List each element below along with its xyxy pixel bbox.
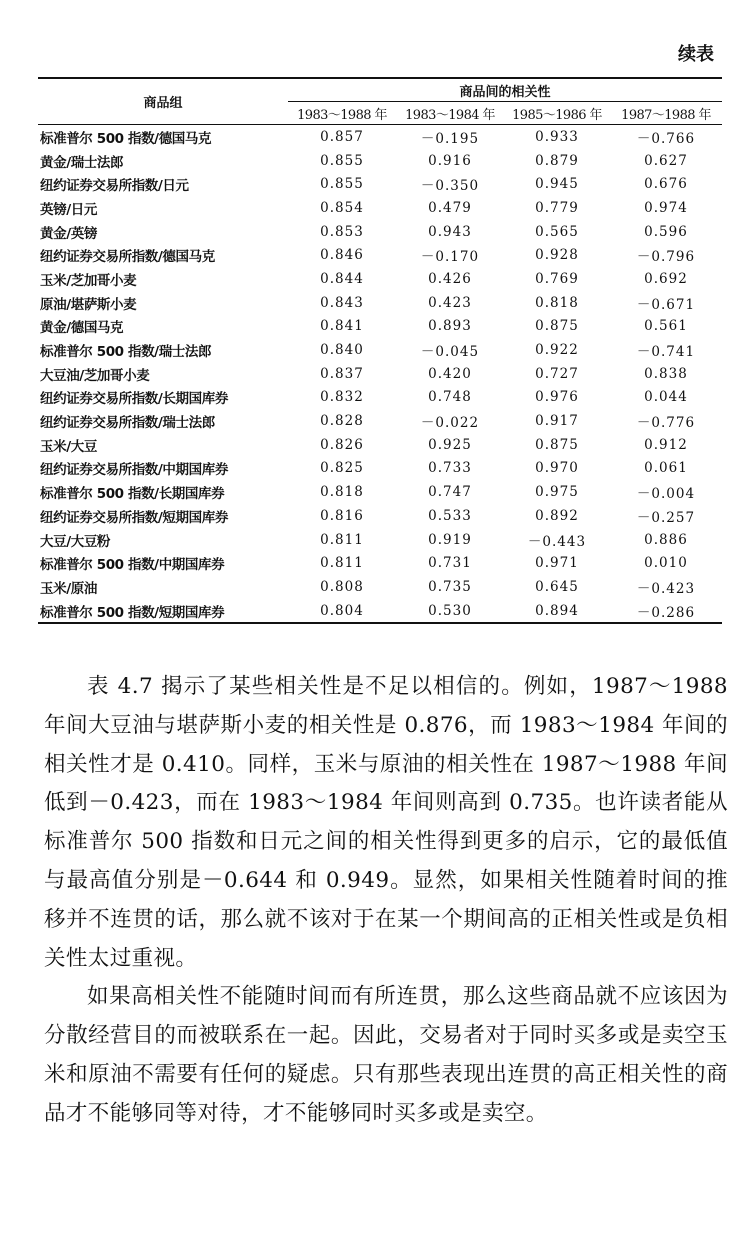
correlation-value-cell: 0.854 xyxy=(320,199,364,216)
commodity-pair-cell: 黄金/德国马克 xyxy=(40,320,124,337)
correlation-value-cell: 0.769 xyxy=(535,270,579,287)
table-row xyxy=(38,504,722,528)
correlation-value-cell: 0.933 xyxy=(535,128,579,145)
correlation-value-cell: 0.857 xyxy=(320,128,364,145)
year-header: 1987～1988 年 xyxy=(610,102,722,125)
correlation-value-cell: 0.479 xyxy=(428,199,472,216)
year-header: 1983～1984 年 xyxy=(396,102,504,125)
correlation-value-cell: －0.004 xyxy=(636,486,696,503)
table-row xyxy=(38,457,722,481)
commodity-pair-cell: 纽约证券交易所指数/长期国库券 xyxy=(40,391,228,408)
correlation-value-cell: 0.843 xyxy=(320,294,364,311)
table-row xyxy=(38,433,722,457)
table-row xyxy=(38,243,722,267)
correlation-value-cell: 0.565 xyxy=(535,223,579,240)
correlation-value-cell: －0.022 xyxy=(420,415,480,432)
correlation-value-cell: 0.676 xyxy=(644,176,688,193)
correlation-value-cell: －0.671 xyxy=(636,296,696,313)
correlation-value-cell: 0.828 xyxy=(320,413,364,430)
year-header: 1983～1988 年 xyxy=(288,102,396,125)
correlation-value-cell: 0.779 xyxy=(535,199,579,216)
correlation-value-cell: 0.919 xyxy=(428,531,472,548)
correlation-value-cell: 0.892 xyxy=(535,507,579,524)
correlation-value-cell: 0.925 xyxy=(428,436,472,453)
correlation-value-cell: 0.846 xyxy=(320,247,364,264)
table-row xyxy=(38,528,722,552)
correlation-value-cell: 0.916 xyxy=(428,152,472,169)
correlation-value-cell: 0.645 xyxy=(535,578,579,595)
correlation-value-cell: －0.350 xyxy=(420,178,480,195)
paragraph: 如果高相关性不能随时间而有所连贯，那么这些商品就不应该因为分散经营目的而被联系在一起。因此，交易者对于同时买多或是卖空玉米和原油不需要有任何的疑虑。只有那些表现出连贯的高正相关性的商品才不能够同等对待，才不能够同时买多或是卖空。 xyxy=(44,984,728,1126)
commodity-pair-cell: 标准普尔 500 指数/长期国库券 xyxy=(40,486,225,503)
correlation-table xyxy=(38,77,722,624)
correlation-value-cell: 0.826 xyxy=(320,436,364,453)
commodity-pair-cell: 标准普尔 500 指数/中期国库券 xyxy=(40,557,225,574)
correlation-value-cell: －0.423 xyxy=(636,580,696,597)
correlation-value-cell: 0.832 xyxy=(320,389,364,406)
correlation-value-cell: 0.811 xyxy=(320,531,364,548)
correlation-value-cell: 0.893 xyxy=(428,318,472,335)
correlation-value-cell: 0.917 xyxy=(535,413,579,430)
correlation-value-cell: －0.195 xyxy=(420,130,480,147)
correlation-value-cell: 0.061 xyxy=(644,460,688,477)
table-row xyxy=(38,575,722,599)
table-row xyxy=(38,551,722,575)
correlation-value-cell: 0.971 xyxy=(535,555,579,572)
correlation-value-cell: 0.733 xyxy=(428,460,472,477)
pair-column-header: 商品组 xyxy=(38,78,288,125)
correlation-value-cell: 0.945 xyxy=(535,176,579,193)
correlation-value-cell: 0.530 xyxy=(428,602,472,619)
table-body xyxy=(38,125,722,624)
table-row xyxy=(38,172,722,196)
body-text xyxy=(44,668,728,1134)
commodity-pair-cell: 纽约证券交易所指数/短期国库券 xyxy=(40,509,228,526)
correlation-value-cell: 0.044 xyxy=(644,389,688,406)
table-row xyxy=(38,291,722,315)
correlation-value-cell: 0.837 xyxy=(320,365,364,382)
correlation-value-cell: 0.855 xyxy=(320,152,364,169)
commodity-pair-cell: 黄金/英镑 xyxy=(40,225,97,242)
correlation-value-cell: 0.875 xyxy=(535,436,579,453)
correlation-value-cell: －0.286 xyxy=(636,604,696,621)
table-row xyxy=(38,362,722,386)
commodity-pair-cell: 玉米/大豆 xyxy=(40,438,97,455)
table-row xyxy=(38,386,722,410)
correlation-value-cell: 0.879 xyxy=(535,152,579,169)
year-header: 1985～1986 年 xyxy=(504,102,610,125)
correlation-value-cell: －0.741 xyxy=(636,344,696,361)
table-row xyxy=(38,220,722,244)
commodity-pair-cell: 大豆/大豆粉 xyxy=(40,533,111,550)
correlation-value-cell: 0.975 xyxy=(535,484,579,501)
continued-label: 续表 xyxy=(678,44,714,65)
correlation-value-cell: 0.976 xyxy=(535,389,579,406)
table-row xyxy=(38,409,722,433)
correlation-value-cell: 0.561 xyxy=(644,318,688,335)
correlation-value-cell: 0.974 xyxy=(644,199,688,216)
correlation-value-cell: 0.818 xyxy=(535,294,579,311)
commodity-pair-cell: 英镑/日元 xyxy=(40,201,97,218)
correlation-value-cell: 0.838 xyxy=(644,365,688,382)
correlation-value-cell: －0.443 xyxy=(527,533,587,550)
correlation-value-cell: －0.776 xyxy=(636,415,696,432)
commodity-pair-cell: 纽约证券交易所指数/瑞士法郎 xyxy=(40,415,215,432)
correlation-value-cell: 0.840 xyxy=(320,342,364,359)
correlation-value-cell: －0.045 xyxy=(420,344,480,361)
correlation-value-cell: 0.731 xyxy=(428,555,472,572)
correlation-value-cell: 0.844 xyxy=(320,270,364,287)
correlation-group-header: 商品间的相关性 xyxy=(288,78,722,102)
correlation-value-cell: －0.796 xyxy=(636,249,696,266)
correlation-value-cell: 0.804 xyxy=(320,602,364,619)
correlation-value-cell: 0.875 xyxy=(535,318,579,335)
table-row xyxy=(38,338,722,362)
correlation-value-cell: －0.170 xyxy=(420,249,480,266)
correlation-value-cell: 0.420 xyxy=(428,365,472,382)
correlation-value-cell: 0.627 xyxy=(644,152,688,169)
correlation-value-cell: 0.735 xyxy=(428,578,472,595)
correlation-value-cell: －0.766 xyxy=(636,130,696,147)
commodity-pair-cell: 标准普尔 500 指数/德国马克 xyxy=(40,130,212,147)
table-row xyxy=(38,149,722,173)
correlation-value-cell: 0.912 xyxy=(644,436,688,453)
paragraph: 表 4.7 揭示了某些相关性是不足以相信的。例如，1987～1988 年间大豆油与堪萨斯小麦的相关性是 0.876，而 1983～1984 年间的相关性才是 0.410。同样，玉米与原油的相关性在 1987～1988 年间低到－0.423，而在 1983～1984 年间则高到 0.735。也许读者能从标准普尔 500 指数和日元之间的相关性得到更多的启示，它的最低值与最高值分别是－0.644 和 0.949。显然，如果相关性随着时间的推移并不连贯的话，那么就不该对于在某一个期间高的正相关性或是负相关性太过重视。 xyxy=(44,674,728,971)
commodity-pair-cell: 纽约证券交易所指数/中期国库券 xyxy=(40,462,228,479)
correlation-value-cell: 0.922 xyxy=(535,342,579,359)
table-row xyxy=(38,267,722,291)
commodity-pair-cell: 大豆油/芝加哥小麦 xyxy=(40,367,150,384)
correlation-value-cell: 0.747 xyxy=(428,484,472,501)
correlation-value-cell: 0.853 xyxy=(320,223,364,240)
correlation-value-cell: 0.596 xyxy=(644,223,688,240)
correlation-value-cell: 0.692 xyxy=(644,270,688,287)
correlation-value-cell: 0.808 xyxy=(320,578,364,595)
correlation-value-cell: 0.970 xyxy=(535,460,579,477)
correlation-value-cell: 0.533 xyxy=(428,507,472,524)
correlation-value-cell: 0.426 xyxy=(428,270,472,287)
commodity-pair-cell: 纽约证券交易所指数/日元 xyxy=(40,178,189,195)
correlation-value-cell: 0.816 xyxy=(320,507,364,524)
table-row xyxy=(38,125,722,149)
correlation-value-cell: 0.886 xyxy=(644,531,688,548)
correlation-value-cell: 0.825 xyxy=(320,460,364,477)
table-row xyxy=(38,315,722,339)
correlation-value-cell: 0.818 xyxy=(320,484,364,501)
table-row xyxy=(38,599,722,624)
table-row xyxy=(38,480,722,504)
commodity-pair-cell: 标准普尔 500 指数/短期国库券 xyxy=(40,604,225,621)
correlation-value-cell: 0.943 xyxy=(428,223,472,240)
correlation-value-cell: 0.423 xyxy=(428,294,472,311)
correlation-value-cell: 0.894 xyxy=(535,602,579,619)
commodity-pair-cell: 原油/堪萨斯小麦 xyxy=(40,296,137,313)
correlation-value-cell: 0.855 xyxy=(320,176,364,193)
commodity-pair-cell: 玉米/芝加哥小麦 xyxy=(40,272,137,289)
correlation-value-cell: －0.257 xyxy=(636,509,696,526)
correlation-value-cell: 0.010 xyxy=(644,555,688,572)
correlation-table-container xyxy=(38,77,722,624)
table-row xyxy=(38,196,722,220)
correlation-value-cell: 0.841 xyxy=(320,318,364,335)
commodity-pair-cell: 黄金/瑞士法郎 xyxy=(40,154,124,171)
commodity-pair-cell: 纽约证券交易所指数/德国马克 xyxy=(40,249,215,266)
commodity-pair-cell: 标准普尔 500 指数/瑞士法郎 xyxy=(40,344,212,361)
correlation-value-cell: 0.928 xyxy=(535,247,579,264)
correlation-value-cell: 0.748 xyxy=(428,389,472,406)
commodity-pair-cell: 玉米/原油 xyxy=(40,580,97,597)
correlation-value-cell: 0.811 xyxy=(320,555,364,572)
correlation-value-cell: 0.727 xyxy=(535,365,579,382)
